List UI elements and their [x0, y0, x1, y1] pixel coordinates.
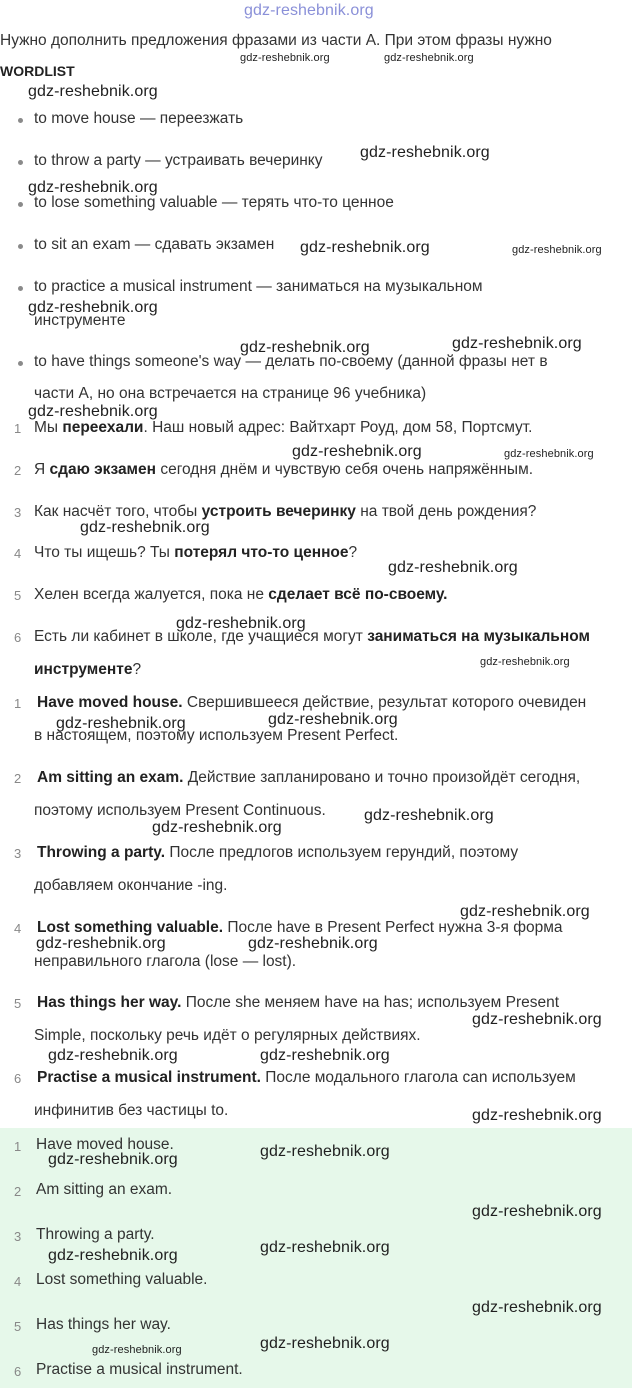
watermark: gdz-reshebnik.org	[452, 335, 582, 352]
wordlist-item: to sit an exam — сдавать экзамен	[34, 236, 275, 253]
wordlist-item: to practice a musical instrument — заниматься на музыкальном	[34, 278, 483, 295]
answer-text: Practise a musical instrument.	[36, 1361, 243, 1378]
watermark: gdz-reshebnik.org	[504, 448, 594, 460]
translation-number: 5	[14, 588, 22, 603]
bullet	[18, 202, 23, 207]
explanation-line-cont: добавляем окончание -ing.	[34, 877, 228, 894]
explanation-line-cont: инфинитив без частицы to.	[34, 1102, 229, 1119]
explanation-number: 5	[14, 996, 22, 1011]
answer-text: Has things her way.	[36, 1316, 171, 1333]
wordlist-item: to have things someone's way — делать по-своему (данной фразы нет в	[34, 353, 548, 370]
watermark: gdz-reshebnik.org	[364, 807, 494, 824]
watermark: gdz-reshebnik.org	[260, 1143, 390, 1160]
answer-number: 6	[14, 1364, 22, 1379]
watermark: gdz-reshebnik.org	[240, 52, 330, 64]
watermark: gdz-reshebnik.org	[240, 339, 370, 356]
explanation-number: 6	[14, 1071, 22, 1086]
watermark: gdz-reshebnik.org	[292, 443, 422, 460]
answer-text: Throwing a party.	[36, 1226, 155, 1243]
bullet	[18, 160, 23, 165]
watermark: gdz-reshebnik.org	[388, 559, 518, 576]
watermark: gdz-reshebnik.org	[80, 519, 210, 536]
explanation-line-cont: неправильного глагола (lose — lost).	[34, 953, 297, 970]
answer-number: 2	[14, 1184, 22, 1199]
translation-number: 2	[14, 463, 22, 478]
watermark: gdz-reshebnik.org	[472, 1107, 602, 1124]
explanation-line: Practise a musical instrument. После модального глагола can используем	[37, 1069, 576, 1086]
watermark: gdz-reshebnik.org	[300, 239, 430, 256]
answer-number: 5	[14, 1319, 22, 1334]
answer-text: Have moved house.	[36, 1136, 174, 1153]
watermark: gdz-reshebnik.org	[28, 179, 158, 196]
explanation-number: 3	[14, 846, 22, 861]
header-watermark: gdz-reshebnik.org	[244, 2, 374, 19]
explanation-line: Have moved house. Свершившееся действие, результат которого очевиден	[37, 694, 587, 711]
translation-line: Мы переехали. Наш новый адрес: Вайтхарт Роуд, дом 58, Портсмут.	[34, 419, 533, 436]
answer-number: 3	[14, 1229, 22, 1244]
wordlist-item: to move house — переезжать	[34, 110, 244, 127]
explanation-number: 1	[14, 696, 22, 711]
watermark: gdz-reshebnik.org	[260, 1239, 390, 1256]
watermark: gdz-reshebnik.org	[268, 711, 398, 728]
bullet	[18, 244, 23, 249]
watermark: gdz-reshebnik.org	[92, 1344, 182, 1356]
watermark: gdz-reshebnik.org	[472, 1011, 602, 1028]
watermark: gdz-reshebnik.org	[360, 144, 490, 161]
explanation-line: Throwing a party. После предлогов используем герундий, поэтому	[37, 844, 519, 861]
wordlist-item: to lose something valuable — терять что-то ценное	[34, 194, 394, 211]
translation-line: Я сдаю экзамен сегодня днём и чувствую себя очень напряжённым.	[34, 461, 534, 478]
explanation-line-cont: поэтому используем Present Continuous.	[34, 802, 326, 819]
explanation-number: 4	[14, 921, 22, 936]
answer-text: Am sitting an exam.	[36, 1181, 173, 1198]
explanation-line: Am sitting an exam. Действие запланировано и точно произойдёт сегодня,	[37, 769, 581, 786]
explanation-line-cont: в настоящем, поэтому используем Present Perfect.	[34, 727, 399, 744]
watermark: gdz-reshebnik.org	[384, 52, 474, 64]
translation-line: Есть ли кабинет в школе, где учащиеся могут заниматься на музыкальном	[34, 628, 590, 645]
translation-line: Хелен всегда жалуется, пока не сделает всё по-своему.	[34, 586, 448, 603]
wordlist-item: to throw a party — устраивать вечеринку	[34, 152, 323, 169]
translation-number: 3	[14, 505, 22, 520]
wordlist-item-cont: инструменте	[34, 312, 126, 329]
watermark: gdz-reshebnik.org	[248, 935, 378, 952]
explanation-line-cont: Simple, поскольку речь идёт о регулярных действиях.	[34, 1027, 421, 1044]
watermark: gdz-reshebnik.org	[472, 1299, 602, 1316]
watermark: gdz-reshebnik.org	[48, 1047, 178, 1064]
wordlist-title: WORDLIST	[0, 63, 75, 79]
intro-text: Нужно дополнить предложения фразами из части А. При этом фразы нужно	[0, 32, 552, 49]
watermark: gdz-reshebnik.org	[260, 1047, 390, 1064]
watermark: gdz-reshebnik.org	[28, 299, 158, 316]
translation-number: 6	[14, 630, 22, 645]
watermark: gdz-reshebnik.org	[176, 615, 306, 632]
explanation-line: Lost something valuable. После have в Present Perfect нужна 3-я форма	[37, 919, 563, 936]
explanation-line: Has things her way. После she меняем have на has; используем Present	[37, 994, 560, 1011]
watermark: gdz-reshebnik.org	[460, 903, 590, 920]
translation-line-cont: инструменте?	[34, 661, 142, 678]
watermark: gdz-reshebnik.org	[472, 1203, 602, 1220]
explanation-number: 2	[14, 771, 22, 786]
watermark: gdz-reshebnik.org	[48, 1247, 178, 1264]
watermark: gdz-reshebnik.org	[56, 715, 186, 732]
watermark: gdz-reshebnik.org	[28, 83, 158, 100]
bullet	[18, 361, 23, 366]
watermark: gdz-reshebnik.org	[260, 1335, 390, 1352]
translation-number: 1	[14, 421, 22, 436]
watermark: gdz-reshebnik.org	[36, 935, 166, 952]
watermark: gdz-reshebnik.org	[512, 244, 602, 256]
watermark: gdz-reshebnik.org	[48, 1151, 178, 1168]
watermark: gdz-reshebnik.org	[28, 403, 158, 420]
translation-number: 4	[14, 546, 22, 561]
wordlist-item-cont: части А, но она встречается на странице 96 учебника)	[34, 385, 427, 402]
answer-number: 4	[14, 1274, 22, 1289]
bullet	[18, 286, 23, 291]
translation-line: Что ты ищешь? Ты потерял что-то ценное?	[34, 544, 358, 561]
answer-text: Lost something valuable.	[36, 1271, 208, 1288]
translation-line: Как насчёт того, чтобы устроить вечеринку на твой день рождения?	[34, 503, 537, 520]
answer-number: 1	[14, 1139, 22, 1154]
watermark: gdz-reshebnik.org	[480, 656, 570, 668]
bullet	[18, 118, 23, 123]
watermark: gdz-reshebnik.org	[152, 819, 282, 836]
